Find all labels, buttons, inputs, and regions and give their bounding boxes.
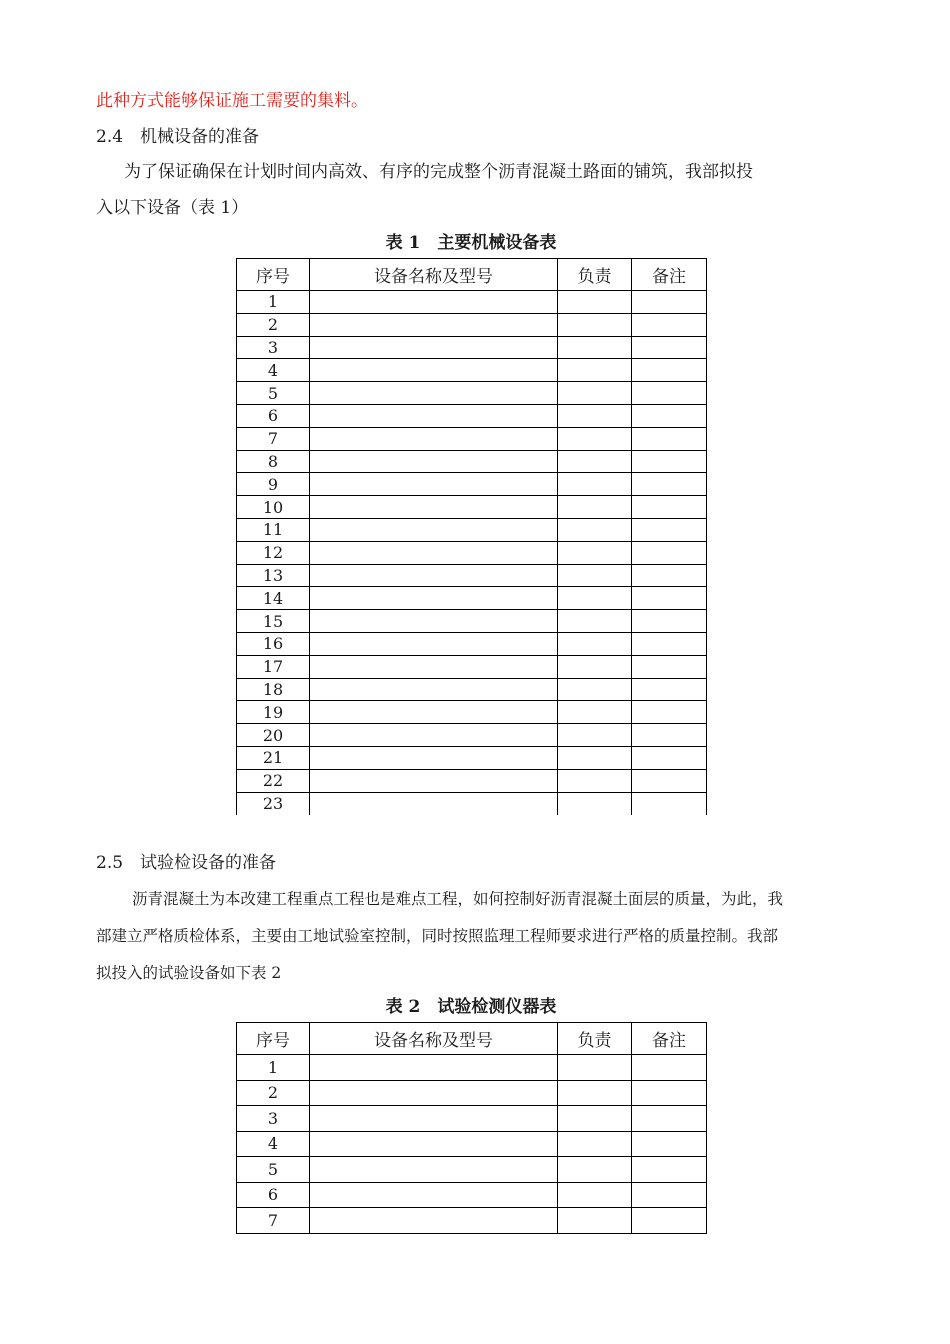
table-1-remarks-cell <box>632 678 707 701</box>
section-2-4-paragraph-line-1: 为了保证确保在计划时间内高效、有序的完成整个沥青混凝土路面的铺筑，我部拟投 <box>124 162 753 182</box>
section-2-5-paragraph-line-2: 部建立严格质检体系，主要由工地试验室控制，同时按照监理工程师要求进行严格的质量控制。我部 <box>96 927 779 945</box>
table-2-name-model-cell <box>310 1080 558 1106</box>
table-1-name-model-cell <box>310 450 558 473</box>
table-1-name-model-cell <box>310 610 558 633</box>
table-1-index-cell: 10 <box>237 496 310 519</box>
table-2-index-cell: 6 <box>237 1182 310 1208</box>
table-2-responsible-cell <box>558 1182 632 1208</box>
table-1-row <box>237 610 707 633</box>
table-2-row <box>237 1208 707 1234</box>
section-heading-2-4: 2.4 机械设备的准备 <box>96 127 260 147</box>
table-1-caption: 表 1 主要机械设备表 <box>385 233 557 253</box>
table-2-remarks-cell <box>632 1157 707 1183</box>
table-2-index-cell: 4 <box>237 1131 310 1157</box>
table-1-equipment <box>236 258 707 815</box>
table-1-responsible-cell <box>558 792 632 815</box>
table-1-responsible-cell <box>558 769 632 792</box>
table-1-row <box>237 655 707 678</box>
table-1-row <box>237 450 707 473</box>
table-1-name-model-cell <box>310 496 558 519</box>
table-2-row <box>237 1182 707 1208</box>
table-1-responsible-cell <box>558 359 632 382</box>
table-2-index-cell: 2 <box>237 1080 310 1106</box>
table-1-remarks-cell <box>632 404 707 427</box>
table-2-row <box>237 1055 707 1081</box>
table-1-row <box>237 427 707 450</box>
table-1-remarks-cell <box>632 518 707 541</box>
table-1-name-model-cell <box>310 587 558 610</box>
table-1-index-cell: 14 <box>237 587 310 610</box>
table-1-responsible-cell <box>558 291 632 314</box>
table-1-row <box>237 769 707 792</box>
table-1-responsible-cell <box>558 564 632 587</box>
table-2-row <box>237 1080 707 1106</box>
table-1-remarks-cell <box>632 701 707 724</box>
table-1-remarks-cell <box>632 473 707 496</box>
table-2-row <box>237 1131 707 1157</box>
table-2-responsible-cell <box>558 1131 632 1157</box>
table-2-name-model-cell <box>310 1157 558 1183</box>
table-1-remarks-cell <box>632 587 707 610</box>
table-1-header-responsible: 负责 <box>558 259 632 291</box>
table-1-responsible-cell <box>558 724 632 747</box>
intro-line: 此种方式能够保证施工需要的集料。 <box>96 91 368 111</box>
table-2-row <box>237 1106 707 1132</box>
table-1-remarks-cell <box>632 564 707 587</box>
table-1-row <box>237 473 707 496</box>
table-1-remarks-cell <box>632 450 707 473</box>
table-1-remarks-cell <box>632 655 707 678</box>
table-1-remarks-cell <box>632 496 707 519</box>
table-1-row <box>237 678 707 701</box>
table-1-index-cell: 2 <box>237 313 310 336</box>
table-1-index-cell: 12 <box>237 541 310 564</box>
table-2-caption: 表 2 试验检测仪器表 <box>385 997 557 1017</box>
table-1-index-cell: 19 <box>237 701 310 724</box>
table-1-responsible-cell <box>558 450 632 473</box>
table-2-responsible-cell <box>558 1055 632 1081</box>
table-2-index-cell: 1 <box>237 1055 310 1081</box>
table-1-name-model-cell <box>310 518 558 541</box>
table-1-row <box>237 587 707 610</box>
table-1-responsible-cell <box>558 610 632 633</box>
table-1-row <box>237 632 707 655</box>
section-2-5-paragraph-line-3: 拟投入的试验设备如下表 2 <box>96 964 282 982</box>
table-2-name-model-cell <box>310 1055 558 1081</box>
table-1-remarks-cell <box>632 291 707 314</box>
table-1-name-model-cell <box>310 746 558 769</box>
table-1-header-index: 序号 <box>237 259 310 291</box>
table-1-responsible-cell <box>558 336 632 359</box>
table-1-index-cell: 17 <box>237 655 310 678</box>
table-1-row <box>237 518 707 541</box>
table-2-remarks-cell <box>632 1055 707 1081</box>
table-1-index-cell: 16 <box>237 632 310 655</box>
table-1-index-cell: 4 <box>237 359 310 382</box>
table-2-name-model-cell <box>310 1208 558 1234</box>
table-1-row <box>237 564 707 587</box>
table-1-row <box>237 746 707 769</box>
table-1-index-cell: 9 <box>237 473 310 496</box>
table-2-remarks-cell <box>632 1080 707 1106</box>
table-1-index-cell: 21 <box>237 746 310 769</box>
table-1-remarks-cell <box>632 632 707 655</box>
table-1-remarks-cell <box>632 610 707 633</box>
table-1-row <box>237 724 707 747</box>
table-1-responsible-cell <box>558 655 632 678</box>
table-1-index-cell: 22 <box>237 769 310 792</box>
table-1-name-model-cell <box>310 769 558 792</box>
table-1-index-cell: 15 <box>237 610 310 633</box>
table-1-row <box>237 541 707 564</box>
table-1-name-model-cell <box>310 678 558 701</box>
table-2-header-remarks: 备注 <box>632 1023 707 1055</box>
table-2-test-instruments <box>236 1022 707 1234</box>
table-1-header-name-model: 设备名称及型号 <box>310 259 558 291</box>
table-1-responsible-cell <box>558 587 632 610</box>
table-1-responsible-cell <box>558 313 632 336</box>
table-1-row <box>237 313 707 336</box>
table-1-responsible-cell <box>558 632 632 655</box>
table-1-name-model-cell <box>310 541 558 564</box>
table-1-name-model-cell <box>310 359 558 382</box>
table-1-remarks-cell <box>632 724 707 747</box>
table-1-name-model-cell <box>310 313 558 336</box>
table-1-remarks-cell <box>632 313 707 336</box>
table-2-responsible-cell <box>558 1106 632 1132</box>
table-1-name-model-cell <box>310 792 558 815</box>
table-1-row <box>237 404 707 427</box>
table-1-remarks-cell <box>632 336 707 359</box>
table-1-index-cell: 6 <box>237 404 310 427</box>
table-1-remarks-cell <box>632 427 707 450</box>
table-1-name-model-cell <box>310 473 558 496</box>
table-1-index-cell: 5 <box>237 382 310 405</box>
table-1-index-cell: 11 <box>237 518 310 541</box>
table-1-name-model-cell <box>310 564 558 587</box>
table-1-responsible-cell <box>558 678 632 701</box>
table-1-row <box>237 291 707 314</box>
table-2-remarks-cell <box>632 1208 707 1234</box>
table-2-header-index: 序号 <box>237 1023 310 1055</box>
table-1-responsible-cell <box>558 746 632 769</box>
table-2-name-model-cell <box>310 1182 558 1208</box>
table-1-index-cell: 3 <box>237 336 310 359</box>
table-1-row <box>237 792 707 815</box>
table-1-row <box>237 382 707 405</box>
table-1-index-cell: 7 <box>237 427 310 450</box>
table-2-index-cell: 7 <box>237 1208 310 1234</box>
table-1-name-model-cell <box>310 404 558 427</box>
table-2-remarks-cell <box>632 1106 707 1132</box>
table-1-remarks-cell <box>632 541 707 564</box>
table-1-remarks-cell <box>632 769 707 792</box>
table-1-row <box>237 336 707 359</box>
table-1-responsible-cell <box>558 427 632 450</box>
table-1-responsible-cell <box>558 541 632 564</box>
table-2-responsible-cell <box>558 1080 632 1106</box>
table-1-index-cell: 1 <box>237 291 310 314</box>
table-2-row <box>237 1157 707 1183</box>
table-1-remarks-cell <box>632 792 707 815</box>
table-1-index-cell: 8 <box>237 450 310 473</box>
table-1-name-model-cell <box>310 382 558 405</box>
table-1-responsible-cell <box>558 496 632 519</box>
table-1-remarks-cell <box>632 359 707 382</box>
table-2-name-model-cell <box>310 1106 558 1132</box>
table-1-remarks-cell <box>632 382 707 405</box>
table-1-row <box>237 701 707 724</box>
table-1-name-model-cell <box>310 632 558 655</box>
table-1-index-cell: 18 <box>237 678 310 701</box>
table-1-header-remarks: 备注 <box>632 259 707 291</box>
table-2-index-cell: 5 <box>237 1157 310 1183</box>
table-1-index-cell: 13 <box>237 564 310 587</box>
section-heading-2-5: 2.5 试验检设备的准备 <box>96 853 277 873</box>
table-2-responsible-cell <box>558 1208 632 1234</box>
table-1-remarks-cell <box>632 746 707 769</box>
table-1-name-model-cell <box>310 655 558 678</box>
table-1-name-model-cell <box>310 336 558 359</box>
table-2-name-model-cell <box>310 1131 558 1157</box>
table-1-responsible-cell <box>558 404 632 427</box>
table-2-index-cell: 3 <box>237 1106 310 1132</box>
section-2-4-paragraph-line-2: 入以下设备（表 1） <box>96 198 249 218</box>
table-1-name-model-cell <box>310 701 558 724</box>
table-1-row <box>237 496 707 519</box>
table-1-name-model-cell <box>310 291 558 314</box>
table-1-index-cell: 20 <box>237 724 310 747</box>
table-1-name-model-cell <box>310 427 558 450</box>
table-1-index-cell: 23 <box>237 792 310 815</box>
table-1-row <box>237 359 707 382</box>
table-1-responsible-cell <box>558 473 632 496</box>
table-2-responsible-cell <box>558 1157 632 1183</box>
table-1-name-model-cell <box>310 724 558 747</box>
table-1-responsible-cell <box>558 701 632 724</box>
table-2-remarks-cell <box>632 1182 707 1208</box>
table-2-header-responsible: 负责 <box>558 1023 632 1055</box>
table-2-header-name-model: 设备名称及型号 <box>310 1023 558 1055</box>
table-1-responsible-cell <box>558 382 632 405</box>
table-1-responsible-cell <box>558 518 632 541</box>
table-2-remarks-cell <box>632 1131 707 1157</box>
section-2-5-paragraph-line-1: 沥青混凝土为本改建工程重点工程也是难点工程，如何控制好沥青混凝土面层的质量，为此，我 <box>132 890 784 908</box>
